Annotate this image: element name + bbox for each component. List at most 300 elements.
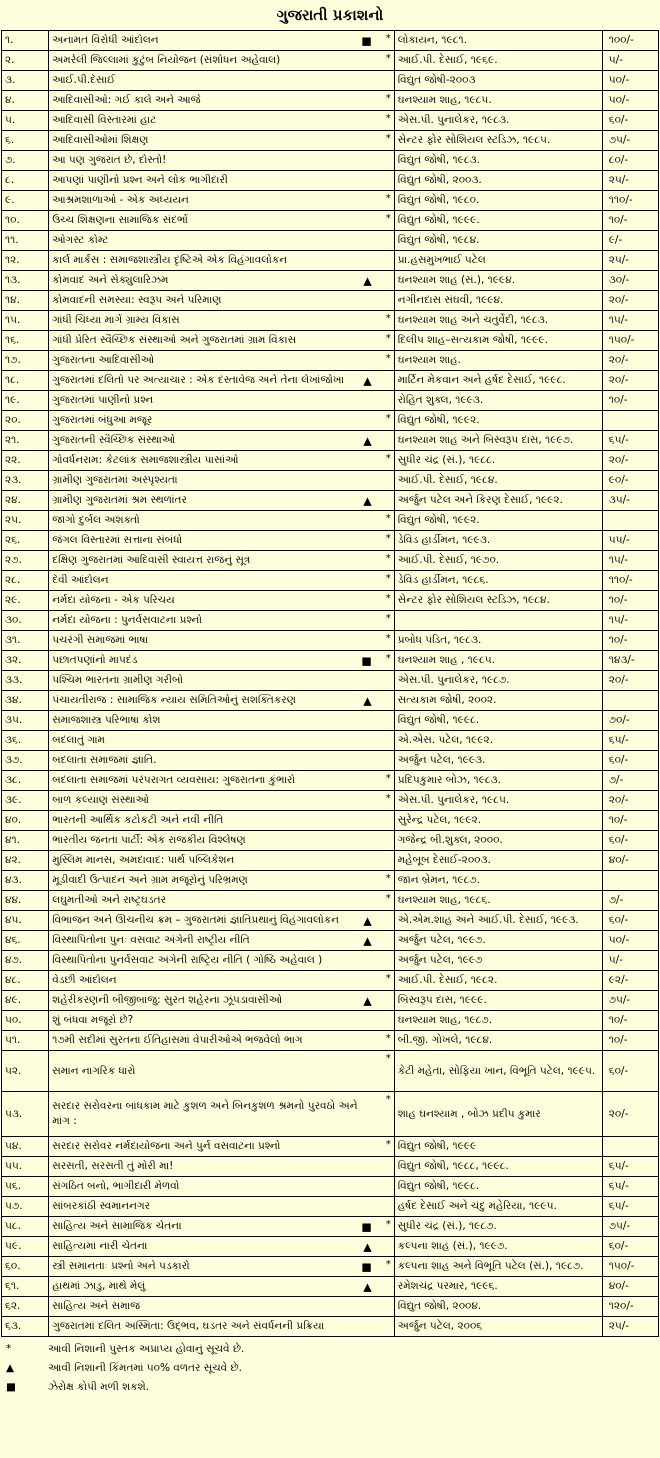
row-number: ૫૮. (2, 1217, 49, 1237)
availability-mark-icon: ▲ (363, 914, 372, 927)
book-title-cell (49, 1051, 395, 1092)
book-title: સમાન નાગરિક ધારો (52, 1064, 136, 1077)
price: ૬૦/- (602, 1237, 658, 1257)
availability-mark-icon: ▲ (363, 994, 372, 1007)
book-title: આ પણ ગુજરાત છે, દોસ્તો! (52, 154, 167, 166)
author-year: ઘનશ્યામ શાહ અને બિસ્વરૂપ દાસ, ૧૯૯૭. (394, 431, 602, 451)
book-title: આદિવાસીઓ: ગઈ કાલે અને આજે (52, 94, 201, 106)
asterisk-icon: * (385, 1033, 391, 1044)
price: ૬૫/- (602, 1197, 658, 1217)
book-title: સંગઠિત બનો, ભાગીદારી મેળવો (52, 1180, 180, 1192)
price: ૬૦/- (602, 751, 658, 771)
row-number: ૫૩. (2, 1092, 49, 1137)
author-year: ડેવિડ હાર્ડીમન, ૧૯૯૩. (394, 531, 602, 551)
author-year: વિદ્યુત જોષી, ૧૯૯૨. (394, 411, 602, 431)
price: ૧૦/- (602, 1031, 658, 1051)
book-title: બાળ કલ્યાણ સંસ્થાઓ (52, 794, 149, 806)
price: ૬૫/- (602, 1157, 658, 1177)
price: ૧૫૦/- (602, 1257, 658, 1277)
book-title: પછાતપણાંનો માપદંડ (52, 654, 138, 666)
book-title-cell (49, 811, 395, 831)
row-number: ૧૭. (2, 351, 49, 371)
table-row (2, 391, 659, 411)
price: ૨૦/- (602, 671, 658, 691)
book-title-cell (49, 771, 395, 791)
book-title-cell (49, 511, 395, 531)
table-row (2, 531, 659, 551)
book-title-cell (49, 971, 395, 991)
price: ૫૦/- (602, 71, 658, 91)
row-number: ૩. (2, 71, 49, 91)
book-title: પશ્ચિમ ભારતના ગ્રામીણ ગરીબો (52, 674, 184, 686)
price: ૧૧૦/- (602, 191, 658, 211)
book-title-cell (49, 271, 395, 291)
price: ૨૫/- (602, 1317, 658, 1337)
author-year: વિદ્યુત જોષી, ૧૯૯૯ (394, 1137, 602, 1157)
author-year: ઘનશ્યામ શાહ. (394, 351, 602, 371)
book-title-cell (49, 851, 395, 871)
book-title: સાહિત્ય અને સમાજ (52, 1300, 141, 1312)
table-row (2, 591, 659, 611)
row-number: ૨૪. (2, 491, 49, 511)
price: ૫/- (602, 951, 658, 971)
table-row (2, 1011, 659, 1031)
table-row (2, 111, 659, 131)
row-number: ૪૫. (2, 911, 49, 931)
book-title-cell (49, 911, 395, 931)
author-year: અર્જુન પટેલ, ૨૦૦૬ (394, 1317, 602, 1337)
table-row (2, 791, 659, 811)
asterisk-icon: * (385, 213, 391, 224)
asterisk-icon: * (385, 793, 391, 804)
asterisk-icon: * (385, 653, 391, 664)
row-number: ૨૫. (2, 511, 49, 531)
author-year: રોહિત શુક્લ, ૧૯૯૩. (394, 391, 602, 411)
price: ૬૫/- (602, 1177, 658, 1197)
book-title: નર્મદા યોજના - એક પરિચય (52, 594, 175, 606)
row-number: ૧૮. (2, 371, 49, 391)
row-number: ૪૨. (2, 851, 49, 871)
book-title-cell (49, 71, 395, 91)
row-number: ૫. (2, 111, 49, 131)
table-row (2, 1217, 659, 1237)
table-row (2, 31, 659, 51)
row-number: ૬૧. (2, 1277, 49, 1297)
table-row (2, 291, 659, 311)
book-title: વેડછી આંદોલન (52, 974, 117, 986)
author-year: મહેબૂબ દેસાઈ-૨૦૦૩. (394, 851, 602, 871)
price: ૨૦/- (602, 371, 658, 391)
row-number: ૩૭. (2, 751, 49, 771)
price: ૬૦/- (602, 1051, 658, 1092)
author-year: અર્જુન પટેલ, ૧૯૯૩. (394, 751, 602, 771)
book-title: પચરંગી સમાજમાં ભાષા (52, 634, 149, 646)
table-row (2, 1051, 659, 1092)
legend-item-unavailable (6, 1340, 660, 1359)
table-row (2, 511, 659, 531)
table-row (2, 1031, 659, 1051)
book-title-cell (49, 291, 395, 311)
book-title-cell (49, 571, 395, 591)
price: ૧૫/- (602, 551, 658, 571)
row-number: ૪૩. (2, 871, 49, 891)
row-number: ૪૯. (2, 991, 49, 1011)
book-title: અમરેલી જિલ્લામાં કુટુંબ નિયોજન (સંશોધન અહેવાલ) (52, 54, 281, 66)
book-title: જંગલ વિસ્તારમાં સત્તાના સંબંધો (52, 534, 183, 546)
author-year: ઘનશ્યામ શાહ અને ચતુર્વેદી, ૧૯૮૩. (394, 311, 602, 331)
book-title: ગાંધી ચિંધ્યા માર્ગે ગ્રામ્ય વિકાસ (52, 314, 180, 326)
author-year: દિલીપ શાહ–સત્યકામ જોષી, ૧૯૯૯. (394, 331, 602, 351)
book-title-cell (49, 311, 395, 331)
table-row (2, 871, 659, 891)
row-number: ૨૮. (2, 571, 49, 591)
table-row (2, 711, 659, 731)
author-year: સેન્ટર ફોર સોશિયલ સ્ટડિઝ, ૧૯૮૪. (394, 591, 602, 611)
book-title: ભારતની આર્થિક કટોકટી અને નવી નીતિ (52, 814, 224, 826)
table-row (2, 611, 659, 631)
book-title-cell (49, 991, 395, 1011)
author-year: નગીનદાસ સંઘવી, ૧૯૯૪. (394, 291, 602, 311)
book-title-cell (49, 831, 395, 851)
author-year: કલ્પના શાહ (સં.), ૧૯૯૭. (394, 1237, 602, 1257)
row-number: ૫૬. (2, 1177, 49, 1197)
book-title: કોમવાદની સમસ્યા: સ્વરૂપ અને પરિમાણ (52, 294, 222, 306)
row-number: ૧૪. (2, 291, 49, 311)
row-number: ૬૨. (2, 1297, 49, 1317)
table-row (2, 1297, 659, 1317)
price: ૪૦/- (602, 1277, 658, 1297)
price: ૭/- (602, 891, 658, 911)
book-title-cell (49, 1157, 395, 1177)
table-row (2, 271, 659, 291)
row-number: ૬૦. (2, 1257, 49, 1277)
price: ૬૫/- (602, 431, 658, 451)
table-row (2, 151, 659, 171)
book-title: ૧૭મી સદીમાં સુરતના ઈતિહાસમાં વેપારીઓએ ભજવેલો ભાગ (52, 1034, 303, 1046)
legend-text: આવી નિશાની પુસ્તક અપ્રાપ્ય હોવાનું સૂચવે છે. (48, 1343, 245, 1355)
book-title: બદલાતા સમાજમાં જ્ઞાતિ. (52, 754, 157, 766)
row-number: ૧૫. (2, 311, 49, 331)
table-row (2, 771, 659, 791)
price: ૫/- (602, 51, 658, 71)
legend-text: ઝેરોક્ષ કોપી મળી શકશે. (48, 1381, 150, 1393)
book-title-cell (49, 1237, 395, 1257)
book-title: જાગો દુર્બલ અશક્તો (52, 514, 140, 526)
table-row (2, 931, 659, 951)
price: ૭૫/- (602, 131, 658, 151)
book-title: બદલાતું ગામ (52, 734, 105, 746)
row-number: ૪. (2, 91, 49, 111)
table-row (2, 831, 659, 851)
author-year: સુધીર ચંદ્ર (સં.), ૧૯૮૭. (394, 1217, 602, 1237)
author-year: બી.જી. ગોખલે, ૧૯૮૪. (394, 1031, 602, 1051)
table-row (2, 1257, 659, 1277)
price: ૧૦/- (602, 1011, 658, 1031)
author-year: વિદ્યુત જોષી, ૧૯૮૮, ૧૯૯૮. (394, 1157, 602, 1177)
book-title-cell (49, 711, 395, 731)
legend-item-discount (6, 1359, 660, 1378)
author-year: વિદ્યુત જોષી, ૨૦૦૩. (394, 171, 602, 191)
book-title-cell (49, 651, 395, 671)
availability-mark-icon: ■ (361, 1260, 372, 1273)
asterisk-icon: * (385, 1053, 391, 1064)
publications-table-body (2, 31, 659, 1337)
book-title-cell (49, 31, 395, 51)
price: ૯/- (602, 231, 658, 251)
author-year: આઈ.પી. દેસાઈ, ૧૯૮૨. (394, 971, 602, 991)
publications-table (1, 30, 659, 1337)
author-year: આઈ.પી. દેસાઈ, ૧૯૮૪. (394, 471, 602, 491)
book-title: ગ્રામીણ ગુજરાતમાં અસ્પૃશ્યતા (52, 474, 178, 486)
row-number: ૫૧. (2, 1031, 49, 1051)
author-year: ગજેન્દ્ર બી.શુક્લ, ૨૦૦૦. (394, 831, 602, 851)
price: ૨૦/- (602, 451, 658, 471)
table-row (2, 471, 659, 491)
book-title: અનામત વિરોધી આંદોલન (52, 34, 159, 46)
book-title-cell (49, 1277, 395, 1297)
book-title-cell (49, 411, 395, 431)
book-title: સાહિત્ય અને સામાજિક ચેતના (52, 1220, 182, 1232)
author-year: અર્જુન પટેલ, ૧૯૯૭. (394, 931, 602, 951)
book-title: ગુજરાતમાં બંધુઆ મજૂર (52, 414, 153, 426)
price: ૩૦/- (602, 271, 658, 291)
row-number: ૪૬. (2, 931, 49, 951)
price: ૧૫/- (602, 311, 658, 331)
book-title-cell (49, 111, 395, 131)
asterisk-icon: * (385, 553, 391, 564)
author-year: બિસ્વરૂપ દાસ, ૧૯૯૯. (394, 991, 602, 1011)
price: ૬૦/- (602, 831, 658, 851)
table-row (2, 211, 659, 231)
availability-mark-icon: ▲ (363, 934, 372, 947)
book-title-cell (49, 251, 395, 271)
row-number: ૨૯. (2, 591, 49, 611)
book-title: શહેરીકરણની બીજીબાજુ: સુરત શહેરના ઝૂંપડાવાસીઓ (52, 994, 283, 1006)
price: ૫૦/- (602, 91, 658, 111)
book-title-cell (49, 931, 395, 951)
table-row (2, 371, 659, 391)
book-title: કાર્લ માર્કસ : સમાજશાસ્ત્રીય દૃષ્ટિએ એક વિહંગાવલોકન (52, 254, 288, 266)
book-title-cell (49, 131, 395, 151)
book-title-cell (49, 391, 395, 411)
availability-mark-icon: ▲ (363, 434, 372, 447)
price: ૨૦/- (602, 351, 658, 371)
book-title-cell (49, 671, 395, 691)
book-title-cell (49, 591, 395, 611)
price: ૧૦/- (602, 631, 658, 651)
price: ૧૦/- (602, 211, 658, 231)
book-title-cell (49, 171, 395, 191)
asterisk-icon: * (385, 313, 391, 324)
book-title-cell (49, 231, 395, 251)
book-title: ઉચ્ચ શિક્ષણના સામાજિક સંદર્ભો (52, 214, 188, 226)
row-number: ૨૩. (2, 471, 49, 491)
table-row (2, 71, 659, 91)
book-title-cell (49, 1031, 395, 1051)
book-title: આશ્રમશાળાઓ - એક અધ્યયન (52, 194, 189, 206)
author-year: વિદ્યુત જોષી-૨૦૦૩ (394, 71, 602, 91)
book-title-cell (49, 451, 395, 471)
row-number: ૩૦. (2, 611, 49, 631)
availability-mark-icon: ▲ (363, 1240, 372, 1253)
page-title: ગુજરાતી પ્રકાશનો (276, 6, 384, 24)
table-row (2, 131, 659, 151)
asterisk-icon: * (385, 133, 391, 144)
author-year: સેન્ટર ફોર સોશિયલ સ્ટડિઝ, ૧૯૮૫. (394, 131, 602, 151)
row-number: ૬૩. (2, 1317, 49, 1337)
book-title: ગુજરાતમાં દલિતો પર અત્યાચાર : એક દસ્તાવેજ અને તેના લેખાંજોખા (52, 374, 345, 386)
author-year: એ.એસ. પટેલ, ૧૯૯૨. (394, 731, 602, 751)
book-title: ગાંધી પ્રેરિત સ્વૈચ્છિક સંસ્થાઓ અને ગુજરાતમાં ગ્રામ વિકાસ (52, 334, 297, 346)
table-row (2, 431, 659, 451)
table-row (2, 991, 659, 1011)
book-title: મુસ્લિમ માનસ, અમદાવાદ: પાર્થ પબ્લિકેશન (52, 854, 235, 866)
book-title-cell (49, 951, 395, 971)
triangle-icon: ▲ (6, 1362, 15, 1374)
availability-mark-icon: ▲ (363, 494, 372, 507)
table-row (2, 451, 659, 471)
price: ૫૫/- (602, 531, 658, 551)
book-title: આપણાં પાણીનો પ્રશ્ન અને લોક ભાગીદારી (52, 174, 228, 186)
asterisk-icon: * (385, 193, 391, 204)
price: ૭૫/- (602, 1217, 658, 1237)
price: ૧૪૩/- (602, 651, 658, 671)
book-title-cell (49, 611, 395, 631)
author-year: જાન બ્રેમન, ૧૯૮૭. (394, 871, 602, 891)
book-title: મૂડીવાદી ઉત્પાદન અને ગ્રામ મજૂરોનું પરિભ્રમણ (52, 874, 248, 886)
author-year: વિદ્યુત જોષી, ૧૯૯૮. (394, 711, 602, 731)
asterisk-icon: * (385, 1094, 391, 1105)
price: ૭/- (602, 771, 658, 791)
book-title-cell (49, 1092, 395, 1137)
book-title: શું બંધવા મજૂરો છે? (52, 1014, 134, 1026)
availability-mark-icon: ▲ (363, 374, 372, 387)
row-number: ૪૦. (2, 811, 49, 831)
price: ૬૦/- (602, 911, 658, 931)
author-year: શાહ ઘનશ્યામ , બોઝ પ્રદીપ કુમાર (394, 1092, 602, 1137)
author-year: એસ.પી. પુનાલેકર, ૧૯૮૭. (394, 671, 602, 691)
availability-mark-icon: ■ (361, 34, 372, 47)
row-number: ૨૭. (2, 551, 49, 571)
book-title-cell (49, 531, 395, 551)
book-title: આદિવાસીઓમાં શિક્ષણ (52, 134, 149, 146)
availability-mark-icon: ▲ (363, 694, 372, 707)
author-year: લોકાયન, ૧૯૮૧. (394, 31, 602, 51)
availability-mark-icon: ▲ (363, 274, 372, 287)
table-row (2, 731, 659, 751)
author-year: આઈ.પી. દેસાઈ, ૧૯૬૯. (394, 51, 602, 71)
price (602, 411, 658, 431)
author-year: એ.એમ.શાહ અને આઈ.પી. દેસાઈ, ૧૯૯૩. (394, 911, 602, 931)
author-year: પ્રા.હસમુખભાઈ પટેલ (394, 251, 602, 271)
row-number: ૧૧. (2, 231, 49, 251)
author-year: અર્જુન પટેલ અને કિરણ દેસાઈ, ૧૯૯૨. (394, 491, 602, 511)
row-number: ૫૦. (2, 1011, 49, 1031)
table-row (2, 851, 659, 871)
table-row (2, 1177, 659, 1197)
table-row (2, 51, 659, 71)
table-row (2, 971, 659, 991)
book-title-cell (49, 211, 395, 231)
price: ૯૨/- (602, 971, 658, 991)
book-title: ગુજરાતની સ્વૈચ્છિક સંસ્થાઓ (52, 434, 176, 446)
row-number: ૩૯. (2, 791, 49, 811)
row-number: ૫૯. (2, 1237, 49, 1257)
row-number: ૫૪. (2, 1137, 49, 1157)
row-number: ૫૫. (2, 1157, 49, 1177)
table-row (2, 191, 659, 211)
book-title-cell (49, 1177, 395, 1197)
asterisk-icon: * (385, 533, 391, 544)
book-title: ગુજરાતમાં દલિત અસ્મિતા: ઉદ્ભવ, ઘડતર અને સંવર્ધનની પ્રક્રિયા (52, 1320, 325, 1332)
price: ૧૫/- (602, 611, 658, 631)
table-row (2, 911, 659, 931)
row-number: ૩૪. (2, 691, 49, 711)
book-title: પંચાયતીરાજ : સામાજિક ન્યાય સમિતિઓનું સશક્તિકરણ (52, 694, 296, 706)
book-title-cell (49, 691, 395, 711)
table-row (2, 1317, 659, 1337)
book-title-cell (49, 1137, 395, 1157)
book-title: ગુજરાતના આદિવાસીઓ (52, 354, 155, 366)
book-title-cell (49, 351, 395, 371)
price: ૬૫/- (602, 731, 658, 751)
book-title-cell (49, 631, 395, 651)
book-title-cell (49, 551, 395, 571)
asterisk-icon: * (385, 1219, 391, 1230)
price (602, 691, 658, 711)
price (602, 871, 658, 891)
author-year: ઘનશ્યામ શાહ (સં.), ૧૯૯૪. (394, 271, 602, 291)
row-number: ૮. (2, 171, 49, 191)
book-title-cell (49, 91, 395, 111)
row-number: ૧૦. (2, 211, 49, 231)
table-row (2, 651, 659, 671)
price: ૨૫/- (602, 251, 658, 271)
book-title-cell (49, 1317, 395, 1337)
author-year: સત્યકામ જોષી, ૨૦૦૨. (394, 691, 602, 711)
availability-mark-icon: ■ (361, 654, 372, 667)
availability-mark-icon: ▲ (363, 1280, 372, 1293)
book-title-cell (49, 751, 395, 771)
book-title: ગ્રામીણ ગુજરાતમાં શ્રમ સ્થળાંતર (52, 494, 187, 506)
table-row (2, 231, 659, 251)
asterisk-icon: * (385, 573, 391, 584)
row-number: ૧૯. (2, 391, 49, 411)
asterisk-icon: * (385, 513, 391, 524)
row-number: ૧. (2, 31, 49, 51)
book-title: ઓગસ્ટ કોમ્ટ (52, 234, 109, 246)
row-number: ૨૬. (2, 531, 49, 551)
asterisk-icon: * (385, 53, 391, 64)
book-title: લઘુમતીઓ અને રાષ્ટ્રઘડતર (52, 894, 166, 906)
book-title-cell (49, 431, 395, 451)
price: ૨૦/- (602, 791, 658, 811)
row-number: ૬. (2, 131, 49, 151)
author-year: વિદ્યુત જોષી, ૧૯૮૪. (394, 231, 602, 251)
row-number: ૩૮. (2, 771, 49, 791)
asterisk-icon: * (385, 773, 391, 784)
book-title-cell (49, 471, 395, 491)
book-title: સરદાર સરોવર નર્મદાયોજના અને પુર્ન વસવાટના પ્રશ્નો (52, 1140, 281, 1152)
author-year: અર્જુન પટેલ, ૧૯૯૭ (394, 951, 602, 971)
price: ૧૨૦/- (602, 1297, 658, 1317)
price: ૧૫૦/- (602, 331, 658, 351)
price: ૧૦૦/- (602, 31, 658, 51)
author-year: ઘનશ્યામ શાહ, ૧૯૮૬. (394, 891, 602, 911)
book-title: આઈ.પી.દેસાઈ (52, 74, 116, 86)
asterisk-icon: * (385, 353, 391, 364)
legend-text: આવી નિશાની કિંમતમાં ૫૦% વળતર સૂચવે છે. (48, 1362, 242, 1374)
